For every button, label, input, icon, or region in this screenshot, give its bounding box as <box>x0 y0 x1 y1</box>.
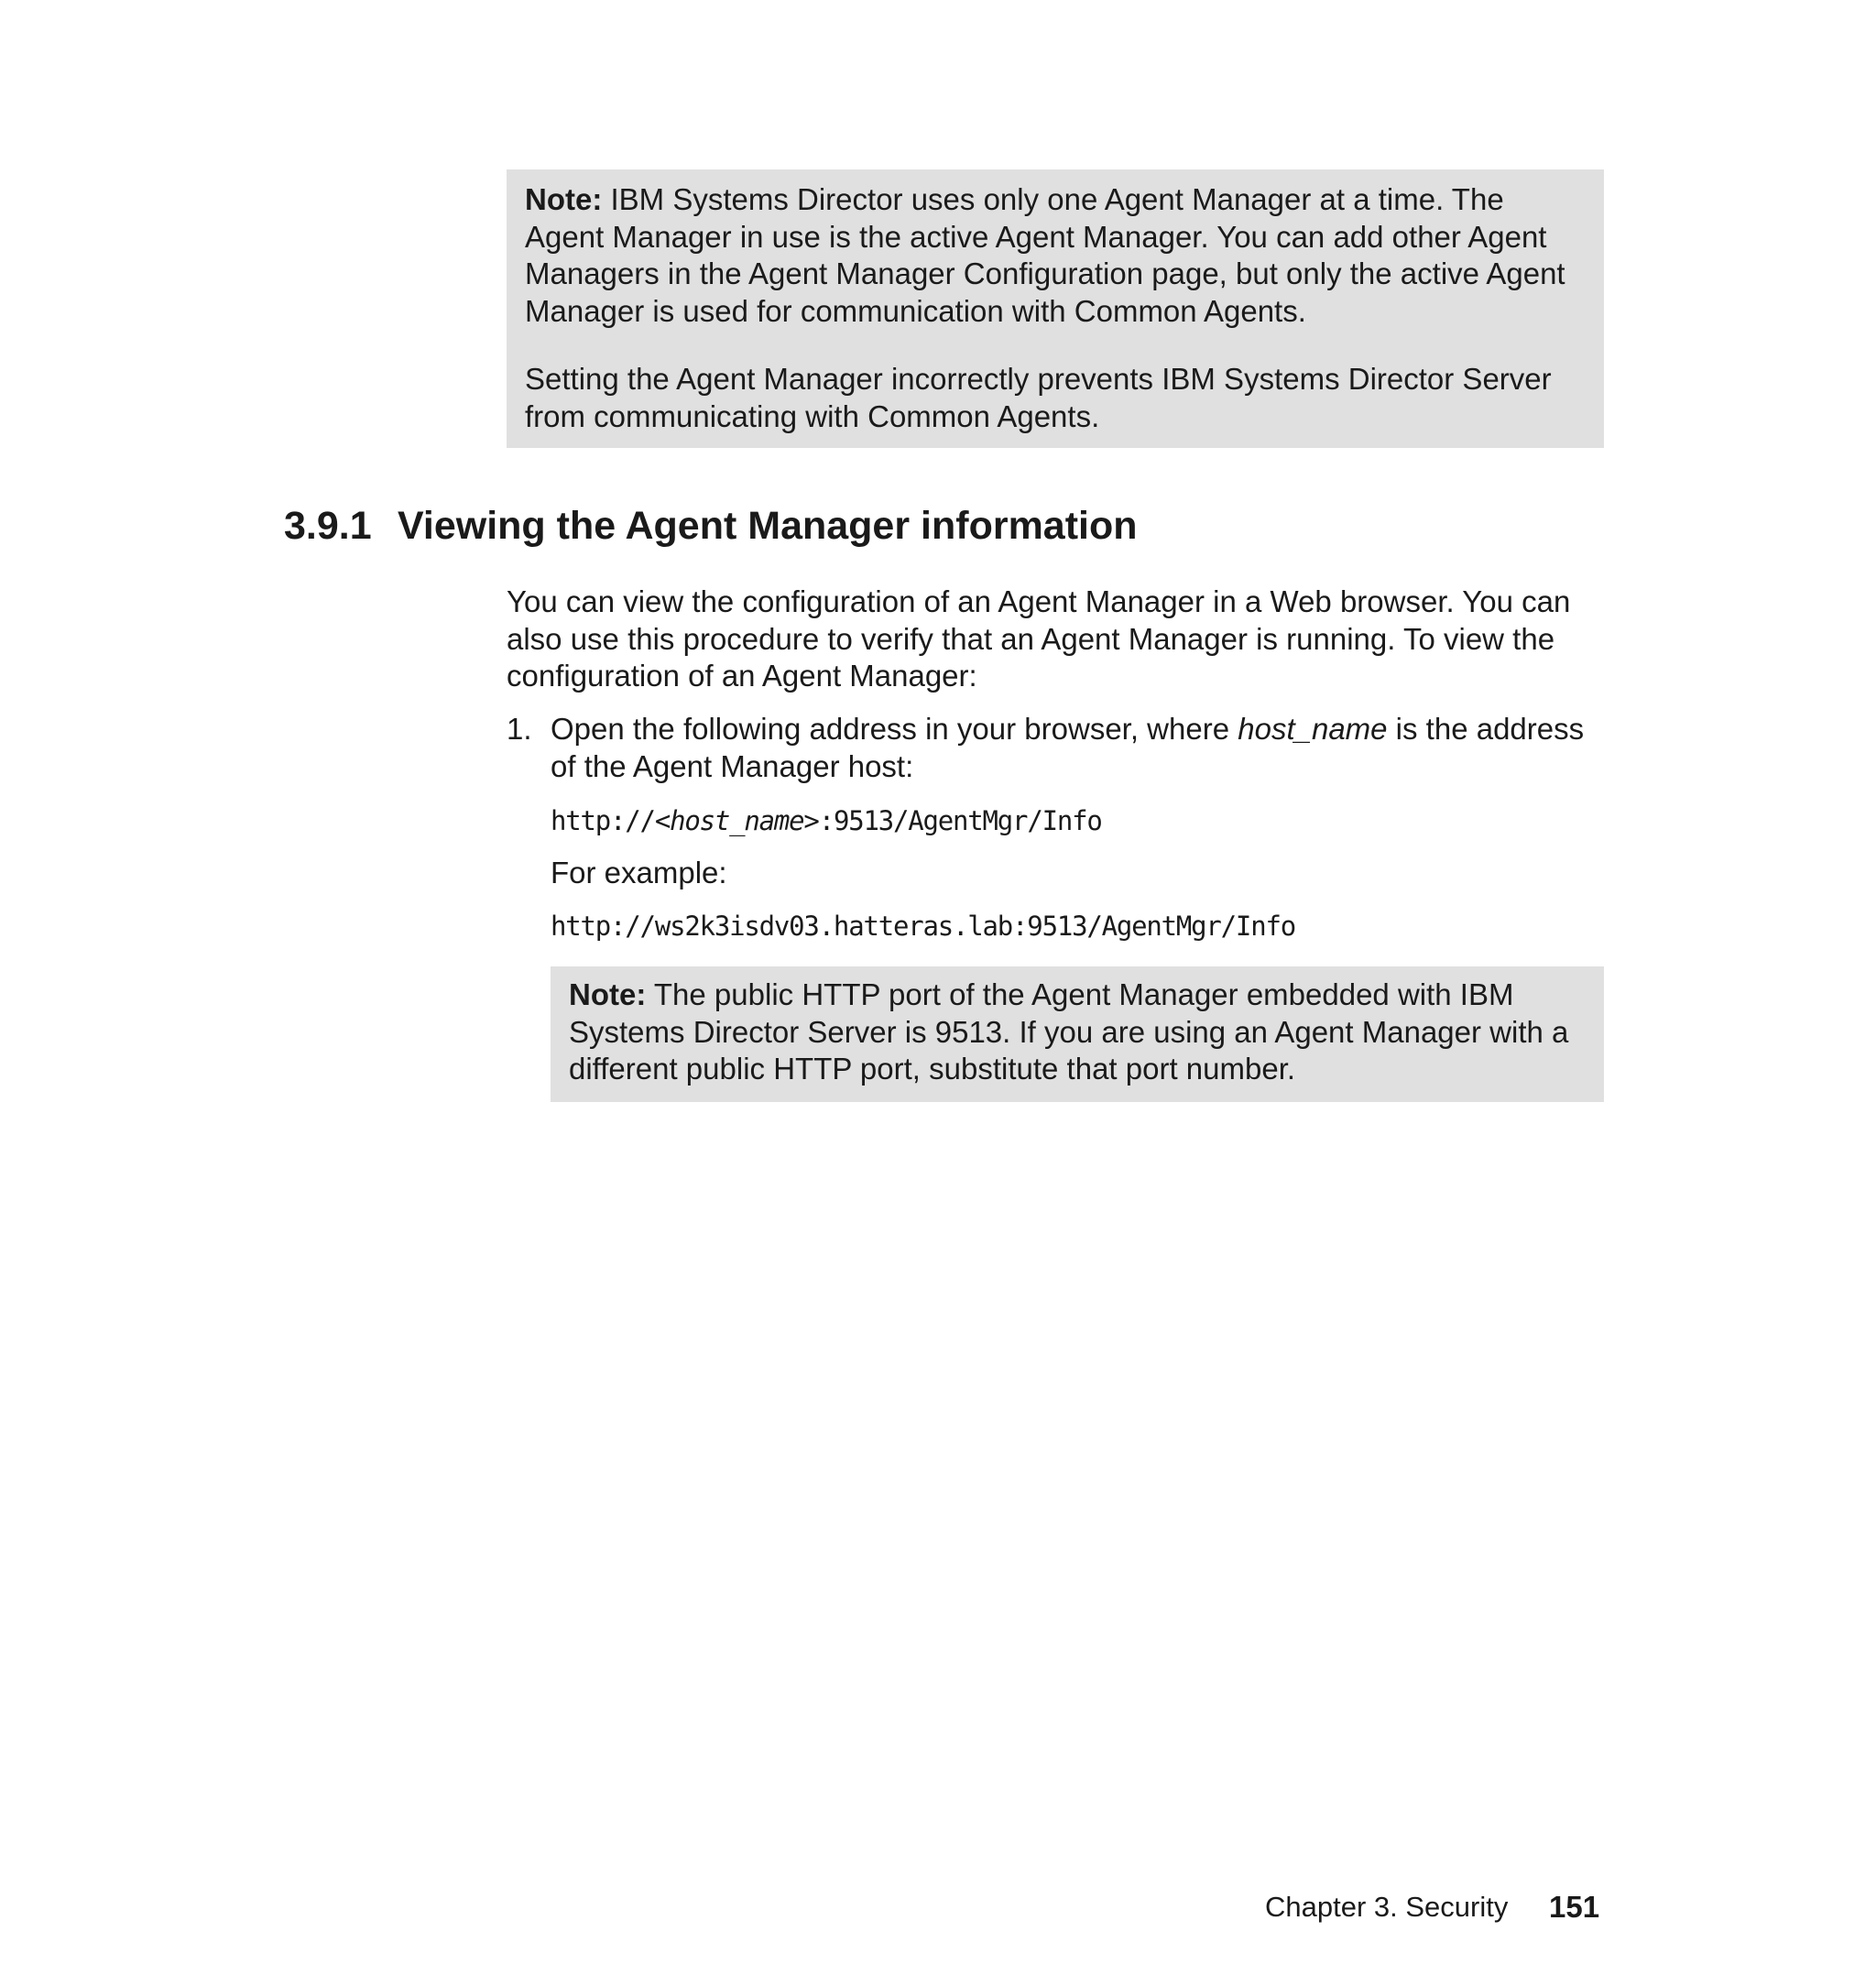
note-box-http-port <box>551 966 1604 1102</box>
step-text <box>551 711 1606 785</box>
footer-chapter-title: Chapter 3. Security <box>1265 1891 1509 1923</box>
host-name-term: host_name <box>1238 712 1388 746</box>
section-heading <box>284 502 1138 550</box>
step-text-after: is the address of the Agent Manager host: <box>551 712 1585 783</box>
note-paragraph-warning: Setting the Agent Manager incorrectly prevents IBM Systems Director Server from communicating with Common Agents. <box>525 362 1552 433</box>
url-template <box>551 802 1102 839</box>
note-paragraph <box>525 181 1586 330</box>
step-text-before: Open the following address in your browser, where <box>551 712 1238 746</box>
intro-paragraph: You can view the configuration of an Agent Manager in a Web browser. You can also use this procedure to verify that an Agent Manager is running. To view the configuration of an Agent Manager: <box>507 584 1571 693</box>
note-text: IBM Systems Director uses only one Agent Manager at a time. The Agent Manager in use is the active Agent Manager. You can add other Agent Managers in the Agent Manager Configuration page, but only the active Agent Manager is used for communication with Common Agents. <box>525 182 1565 328</box>
note-label: Note: <box>569 977 647 1011</box>
step-number: 1. <box>507 712 532 746</box>
url-prefix: http:// <box>551 805 655 836</box>
footer-page-number: 151 <box>1549 1890 1600 1924</box>
note-box-agent-manager <box>507 169 1604 448</box>
url-suffix: :9513/AgentMgr/Info <box>818 805 1102 836</box>
note-label: Note: <box>525 182 603 216</box>
section-title: Viewing the Agent Manager information <box>398 504 1138 548</box>
section-number: 3.9.1 <box>284 504 372 548</box>
note-text: The public HTTP port of the Agent Manager embedded with IBM Systems Director Server is 9513. If you are using an Agent Manager with a different public HTTP port, substitute that port number. <box>569 977 1569 1086</box>
url-example: http://ws2k3isdv03.hatteras.lab:9513/AgentMgr/Info <box>551 911 1295 942</box>
for-example-label: For example: <box>551 856 727 889</box>
url-placeholder: <host_name> <box>654 805 819 836</box>
note-paragraph <box>569 977 1586 1088</box>
